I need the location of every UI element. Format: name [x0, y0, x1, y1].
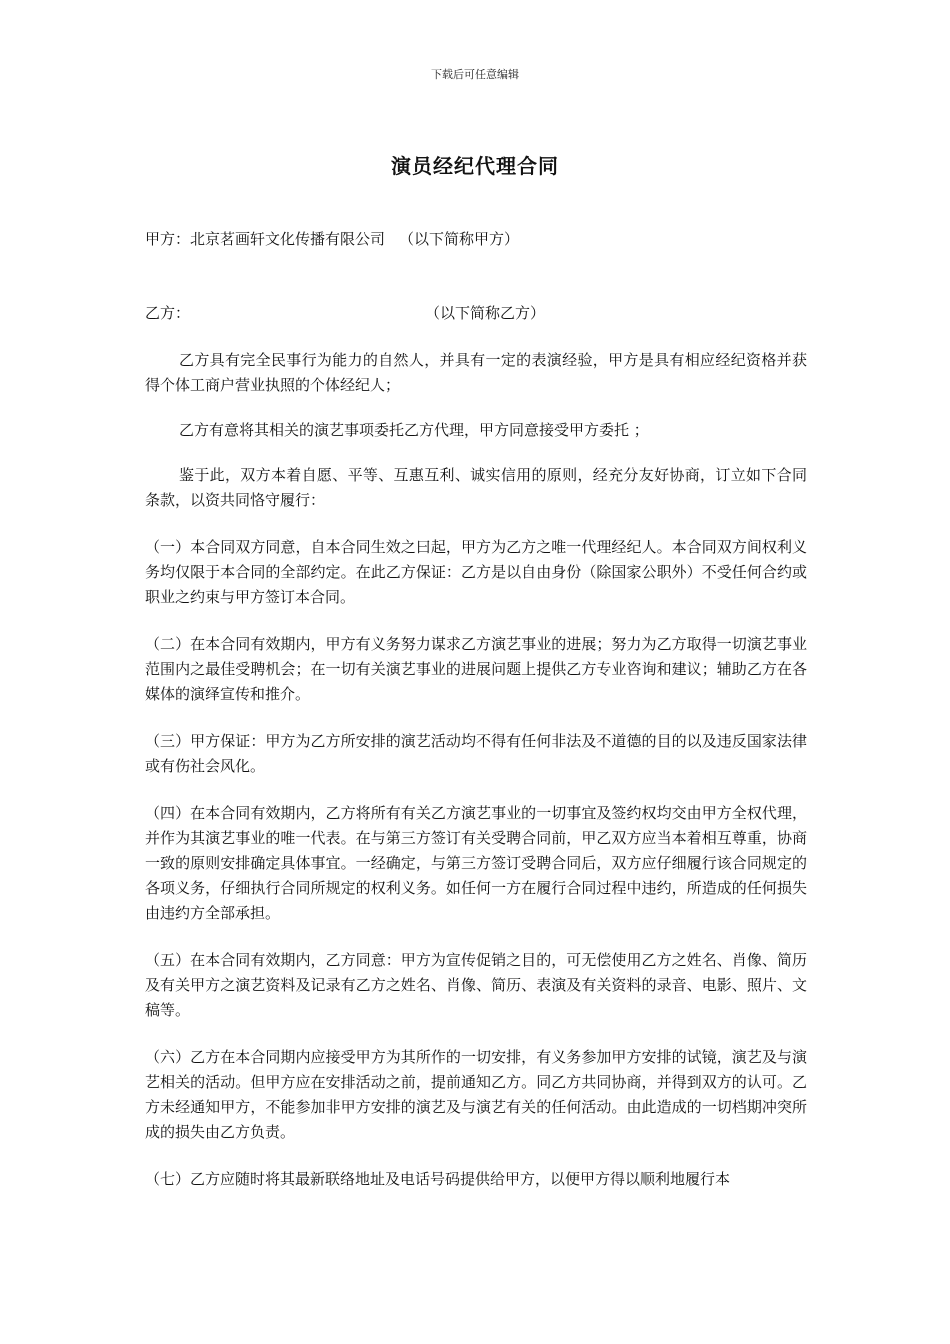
clause-paragraph: （一）本合同双方同意，自本合同生效之曰起，甲方为乙方之唯一代理经纪人。本合同双方间权利义务均仅限于本合同的全部约定。在此乙方保证：乙方是以自由身份（除国家公职外）不受任何合约或职业之约束与甲方签订本合同。 [145, 538, 807, 606]
party-a-line [145, 228, 519, 249]
header-note: 下载后可任意编辑 [431, 68, 519, 81]
recital-paragraph: 乙方有意将其相关的演艺事项委托乙方代理，甲方同意接受甲方委托 ； [179, 421, 649, 439]
clause-paragraph: （二）在本合同有效期内，甲方有义务努力谋求乙方演艺事业的进展；努力为乙方取得一切演艺事业范围内之最佳受聘机会；在一切有关演艺事业的进展问题上提供乙方专业咨询和建议；辅助乙方在各媒体的演绎宣传和推介。 [145, 635, 807, 703]
clause-paragraph: （三）甲方保证：甲方为乙方所安排的演艺活动均不得有任何非法及不道德的目的以及违反国家法律或有伤社会风化。 [145, 732, 807, 775]
party-b-label: 乙方： [145, 304, 191, 322]
recital-paragraph: 乙方具有完全民事行为能力的自然人，并具有一定的表演经验，甲方是具有相应经纪资格并获得个体工商户营业执照的个体经纪人； [145, 351, 807, 394]
party-b-abbr: （以下简称乙方） [425, 304, 546, 322]
contract-body [145, 348, 807, 1192]
recital-paragraph: 鉴于此，双方本着自愿、平等、互惠互利、诚实信用的原则，经充分友好协商，订立如下合同条款，以资共同恪守履行： [145, 466, 807, 509]
document-title: 演员经纪代理合同 [391, 154, 559, 178]
clause-paragraph: （七）乙方应随时将其最新联络地址及电话号码提供给甲方，以便甲方得以顺利地履行本 [145, 1170, 731, 1188]
clause-paragraph: （四）在本合同有效期内，乙方将所有有关乙方演艺事业的一切事宜及签约权均交由甲方全权代理，并作为其演艺事业的唯一代表。在与第三方签订有关受聘合同前，甲乙双方应当本着相互尊重，协商一致的原则安排确定具体事宜。一经确定，与第三方签订受聘合同后，双方应仔细履行该合同规定的各项义务，仔细执行合同所规定的权利义务。如任何一方在履行合同过程中违约，所造成的任何损失由违约方全部承担。 [145, 804, 807, 922]
clause-paragraph: （六）乙方在本合同期内应接受甲方为其所作的一切安排，有义务参加甲方安排的试镜，演艺及与演艺相关的活动。但甲方应在安排活动之前，提前通知乙方。同乙方共同协商，并得到双方的认可。乙方未经通知甲方，不能参加非甲方安排的演艺及与演艺有关的任何活动。由此造成的一切档期冲突所成的损失由乙方负责。 [145, 1048, 807, 1141]
clause-paragraph: （五）在本合同有效期内，乙方同意：甲方为宣传促销之目的，可无偿使用乙方之姓名、肖像、简历及有关甲方之演艺资料及记录有乙方之姓名、肖像、简历、表演及有关资料的录音、电影、照片、文稿等。 [145, 951, 807, 1019]
party-a-label: 甲方：北京茗画轩文化传播有限公司 [145, 230, 386, 248]
party-b-line [145, 302, 546, 323]
party-a-abbr: （以下简称甲方） [399, 230, 520, 248]
